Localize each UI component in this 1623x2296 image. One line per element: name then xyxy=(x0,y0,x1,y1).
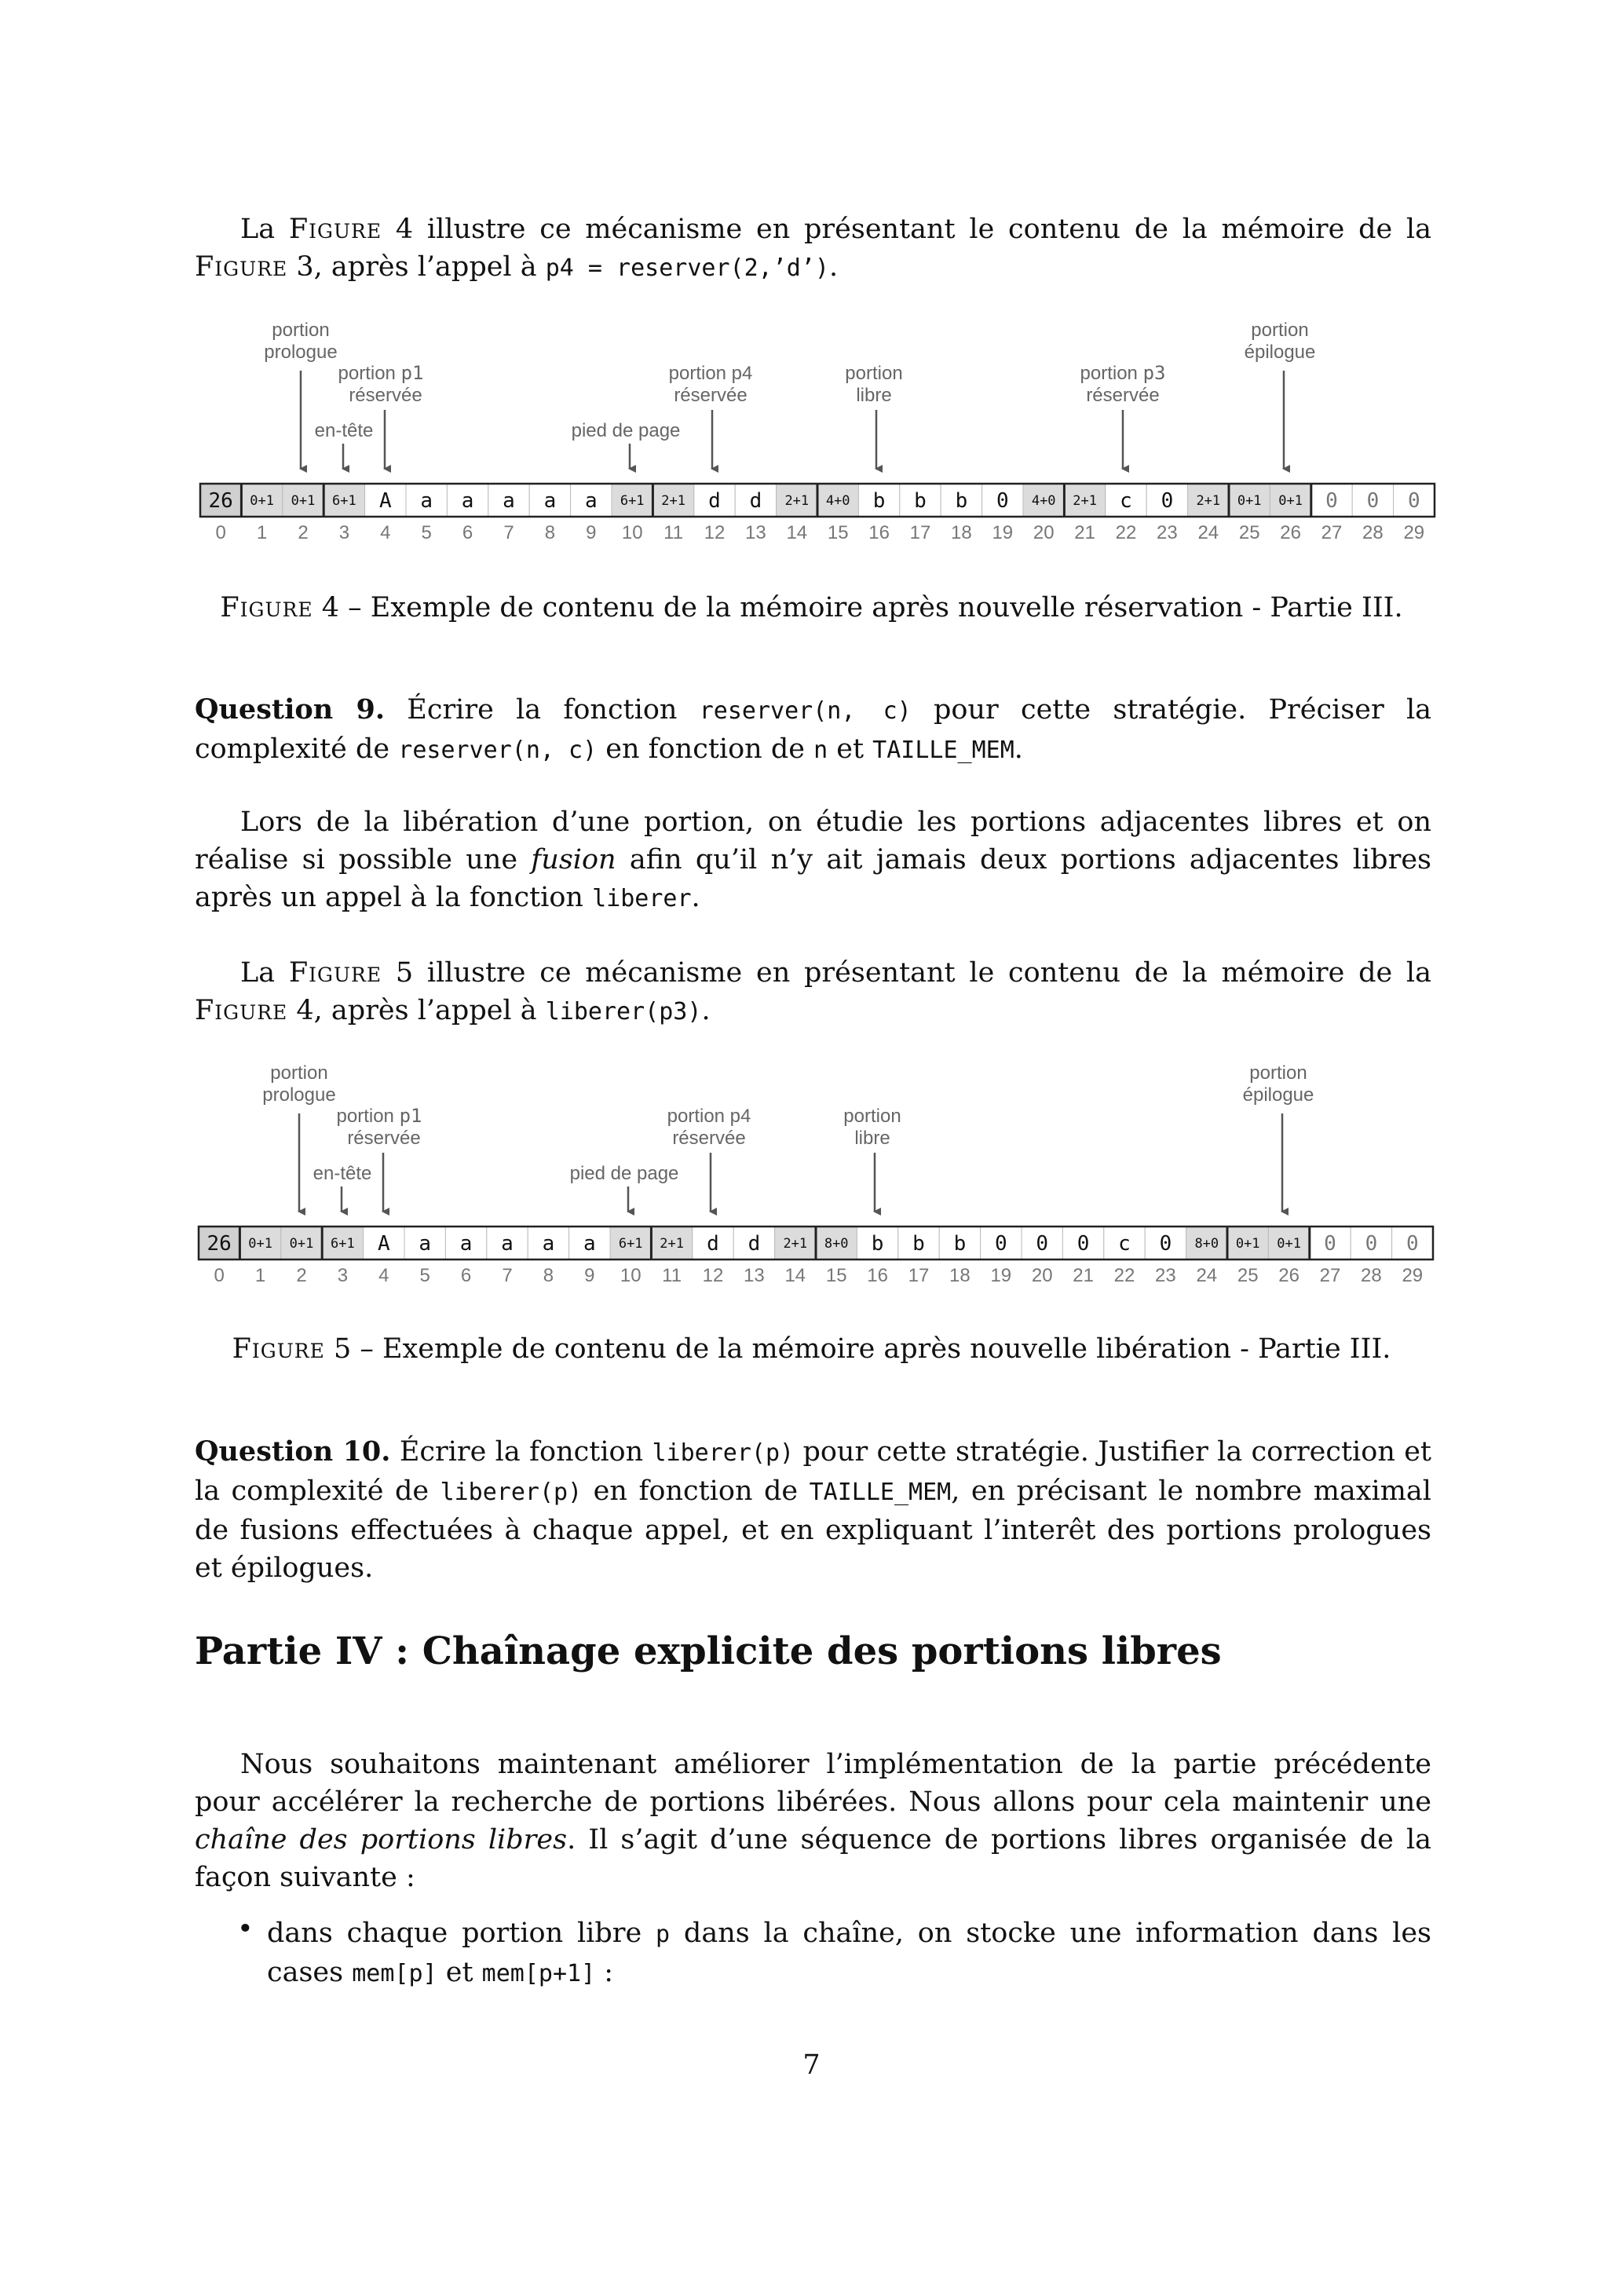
memory-index: 2 xyxy=(298,522,309,543)
svg-text:épilogue: épilogue xyxy=(1242,1084,1314,1106)
memory-index: 20 xyxy=(1033,522,1055,543)
figure-5-memory-diagram xyxy=(0,1054,1623,1305)
label-entete: en-tête xyxy=(314,420,374,441)
svg-text:épilogue: épilogue xyxy=(1244,342,1316,363)
memory-index: 0 xyxy=(214,1265,225,1286)
memory-index: 23 xyxy=(1157,522,1178,543)
memory-index: 11 xyxy=(662,1265,682,1286)
memory-index: 19 xyxy=(992,522,1014,543)
memory-cell-value: 0 xyxy=(1365,1232,1378,1256)
memory-index: 26 xyxy=(1278,1265,1299,1286)
memory-index: 29 xyxy=(1403,522,1425,543)
memory-cell-value: a xyxy=(543,489,557,513)
memory-index: 4 xyxy=(378,1265,389,1286)
memory-cell-value: 0 xyxy=(1036,1232,1049,1256)
memory-index: 26 xyxy=(1280,522,1301,543)
memory-index: 21 xyxy=(1074,522,1095,543)
figure-5-caption: Figure 5 – Exemple de contenu de la mémoire après nouvelle libération - Partie III. xyxy=(232,1333,1391,1365)
label-p4: portion p4 xyxy=(667,1106,751,1127)
code-snippet: p4 = reserver(2,’d’) xyxy=(545,254,829,282)
memory-cell-value: 6+1 xyxy=(332,493,356,509)
svg-text:prologue: prologue xyxy=(262,1084,336,1106)
memory-cell-value: b xyxy=(914,489,927,513)
memory-cell-value: 0+1 xyxy=(250,493,274,509)
memory-index: 16 xyxy=(867,1265,888,1286)
svg-text:prologue: prologue xyxy=(264,342,338,363)
memory-cell-value: a xyxy=(459,1232,473,1256)
memory-cell-value: 6+1 xyxy=(618,1236,643,1252)
memory-cell-value: d xyxy=(748,1232,761,1256)
memory-index: 27 xyxy=(1319,1265,1341,1286)
page-number: 7 xyxy=(802,2049,821,2081)
memory-cell-value: a xyxy=(542,1232,555,1256)
label-libre: portion xyxy=(845,363,903,384)
svg-text:réservée: réservée xyxy=(674,385,748,406)
memory-cell-value: 0+1 xyxy=(289,1236,314,1252)
memory-cell-value: 4+0 xyxy=(1031,493,1056,509)
memory-cell-value: 26 xyxy=(207,1232,232,1256)
memory-index: 25 xyxy=(1237,1265,1259,1286)
memory-index: 25 xyxy=(1238,522,1260,543)
memory-cell-value: 0 xyxy=(1324,1232,1336,1256)
memory-cell-value: b xyxy=(912,1232,925,1256)
memory-index: 15 xyxy=(827,522,849,543)
memory-cell-value: 2+1 xyxy=(661,493,685,509)
memory-cell-value: A xyxy=(378,489,392,513)
memory-cell-value: 0+1 xyxy=(1277,1236,1301,1252)
label-epilogue: portion xyxy=(1251,320,1309,341)
label-p3: portion p3 xyxy=(1080,362,1166,384)
memory-cell-value: 8+0 xyxy=(1194,1236,1219,1252)
memory-cell-value: 0+1 xyxy=(291,493,316,509)
label-p1: portion p1 xyxy=(336,1105,422,1127)
memory-index: 28 xyxy=(1362,522,1384,543)
label-libre: portion xyxy=(843,1106,901,1127)
memory-index: 15 xyxy=(825,1265,847,1286)
memory-index: 14 xyxy=(786,522,808,543)
memory-index: 6 xyxy=(462,522,473,543)
memory-index: 22 xyxy=(1113,1265,1135,1286)
memory-index: 3 xyxy=(337,1265,349,1286)
label-prologue: portion xyxy=(272,320,330,341)
memory-index: 19 xyxy=(990,1265,1012,1286)
memory-index: 23 xyxy=(1155,1265,1176,1286)
memory-index: 7 xyxy=(502,1265,513,1286)
memory-cell-value: b xyxy=(872,489,886,513)
memory-index: 27 xyxy=(1321,522,1343,543)
memory-index: 17 xyxy=(908,1265,930,1286)
svg-text:libre: libre xyxy=(856,385,892,406)
memory-cell-value: b xyxy=(871,1232,884,1256)
memory-index: 9 xyxy=(586,522,597,543)
memory-index: 1 xyxy=(254,1265,266,1286)
memory-cell-value: 2+1 xyxy=(660,1236,684,1252)
memory-index: 4 xyxy=(380,522,391,543)
figure-ref: Figure xyxy=(288,214,382,245)
label-pied: pied de page xyxy=(571,420,681,441)
svg-text:réservée: réservée xyxy=(672,1128,746,1149)
memory-cell-value: 2+1 xyxy=(784,493,810,509)
memory-index: 12 xyxy=(704,522,726,543)
memory-cell-value: 26 xyxy=(208,489,233,513)
memory-cell-value: a xyxy=(420,489,433,513)
label-p4: portion p4 xyxy=(668,363,753,384)
memory-index: 10 xyxy=(621,522,643,543)
label-prologue: portion xyxy=(270,1062,328,1084)
memory-index: 6 xyxy=(460,1265,472,1286)
memory-cell-value: 0 xyxy=(1407,489,1420,513)
memory-cell-value: 4+0 xyxy=(825,493,850,509)
memory-index: 11 xyxy=(663,522,684,543)
memory-cell-value: 0 xyxy=(996,489,1009,513)
memory-index: 24 xyxy=(1197,522,1219,543)
memory-cell-value: 0 xyxy=(1161,489,1174,513)
memory-index: 13 xyxy=(745,522,766,543)
label-epilogue: portion xyxy=(1249,1062,1307,1084)
memory-index: 16 xyxy=(868,522,890,543)
figure-4-memory-diagram xyxy=(0,310,1623,561)
memory-index: 7 xyxy=(503,522,514,543)
memory-cell-value: 0 xyxy=(1077,1232,1090,1256)
section-heading: Partie IV : Chaînage explicite des portions libres xyxy=(195,1629,1222,1673)
memory-index: 29 xyxy=(1402,1265,1424,1286)
svg-text:réservée: réservée xyxy=(349,385,422,406)
memory-index: 8 xyxy=(543,1265,554,1286)
chain-intro-paragraph: Nous souhaitons maintenant améliorer l’implémentation de la partie précédente pour accélérer la recherche de portions libérées. Nous allons pour cela maintenir une chaîne des portions libres. Il s’agit d’une séquence de portions libres organisée de la façon suivante : xyxy=(195,1749,1432,1893)
svg-text:réservée: réservée xyxy=(1086,385,1160,406)
memory-cell-value: a xyxy=(419,1232,432,1256)
memory-index: 12 xyxy=(702,1265,724,1286)
memory-index: 10 xyxy=(620,1265,642,1286)
memory-cell-value: 0+1 xyxy=(1235,1236,1260,1252)
question-10: Question 10. Écrire la fonction liberer(p) pour cette stratégie. Justifier la correction et la complexité de liberer(p) en fonction de TAILLE_MEM, en précisant le nombre maximal de fusions effectuées à chaque appel, et en expliquant l’interêt des portions prologues et épilogues. xyxy=(195,1435,1431,1584)
memory-index: 17 xyxy=(909,522,931,543)
memory-index: 24 xyxy=(1196,1265,1218,1286)
memory-cell-value: d xyxy=(708,489,721,513)
memory-cell-value: 0+1 xyxy=(1278,493,1303,509)
memory-index: 9 xyxy=(584,1265,595,1286)
intro-figure4-paragraph: La Figure 4 illustre ce mécanisme en présentant le contenu de la mémoire de la Figure 3, après l’appel à p4 = reserver(2,’d’). xyxy=(195,214,1431,283)
memory-index: 14 xyxy=(784,1265,806,1286)
memory-cell-value: 8+0 xyxy=(824,1236,849,1252)
memory-cell-value: 6+1 xyxy=(331,1236,355,1252)
label-pied: pied de page xyxy=(569,1163,679,1184)
memory-index: 5 xyxy=(419,1265,430,1286)
memory-cell-value: 2+1 xyxy=(783,1236,808,1252)
memory-cell-value: 0+1 xyxy=(1237,493,1262,509)
figure-4-caption: Figure 4 – Exemple de contenu de la mémoire après nouvelle réservation - Partie III. xyxy=(220,592,1403,623)
question-10-label: Question 10. xyxy=(195,1435,391,1468)
memory-cell-value: b xyxy=(953,1232,967,1256)
bullet-item: dans chaque portion libre p dans la chaîne, on stocke une information dans les cases mem[p] et mem[p+1] : xyxy=(267,1918,1431,1988)
memory-cell-value: a xyxy=(503,489,515,513)
memory-cell-value: A xyxy=(377,1232,390,1256)
question-9-label: Question 9. xyxy=(195,693,386,726)
figure-ref: Figure xyxy=(195,251,288,283)
memory-cell-value: a xyxy=(461,489,474,513)
memory-cell-value: a xyxy=(583,1232,596,1256)
memory-cell-value: 0 xyxy=(1366,489,1380,513)
memory-cell-value: a xyxy=(584,489,598,513)
fusion-paragraph: Lors de la libération d’une portion, on étudie les portions adjacentes libres et on réalise si possible une fusion afin qu’il n’y ait jamais deux portions adjacentes libres après un appel à la fonction liberer. xyxy=(195,806,1431,913)
memory-cell-value: c xyxy=(1120,489,1132,513)
memory-index: 1 xyxy=(256,522,268,543)
memory-index: 0 xyxy=(215,522,226,543)
memory-index: 21 xyxy=(1073,1265,1094,1286)
memory-index: 22 xyxy=(1115,522,1137,543)
memory-cell-value: d xyxy=(749,489,762,513)
memory-cell-value: 0 xyxy=(1406,1232,1419,1256)
memory-cell-value: b xyxy=(955,489,968,513)
memory-cell-value: 2+1 xyxy=(1073,493,1097,509)
memory-index: 18 xyxy=(949,1265,971,1286)
memory-cell-value: 0 xyxy=(1159,1232,1172,1256)
svg-text:libre: libre xyxy=(854,1128,890,1149)
svg-text:réservée: réservée xyxy=(347,1128,421,1149)
memory-index: 18 xyxy=(951,522,972,543)
memory-index: 5 xyxy=(421,522,432,543)
memory-index: 8 xyxy=(544,522,556,543)
label-p1: portion p1 xyxy=(338,362,424,384)
intro-figure5-paragraph: La Figure 5 illustre ce mécanisme en présentant le contenu de la mémoire de la Figure 4, après l’appel à liberer(p3). xyxy=(195,957,1431,1026)
memory-cell-value: 6+1 xyxy=(620,493,645,509)
memory-cell-value: d xyxy=(707,1232,719,1256)
memory-cell-value: 2+1 xyxy=(1196,493,1221,509)
memory-index: 13 xyxy=(744,1265,765,1286)
bullet-marker: • xyxy=(237,1914,254,1945)
label-entete: en-tête xyxy=(313,1163,372,1184)
memory-cell-value: 0 xyxy=(1325,489,1338,513)
memory-index: 3 xyxy=(338,522,350,543)
memory-cell-value: 0+1 xyxy=(248,1236,272,1252)
question-9: Question 9. Écrire la fonction reserver(n, c) pour cette stratégie. Préciser la complexité de reserver(n, c) en fonction de n et TAILLE_MEM. xyxy=(195,693,1431,765)
memory-index: 20 xyxy=(1031,1265,1053,1286)
memory-index: 28 xyxy=(1361,1265,1382,1286)
memory-cell-value: c xyxy=(1118,1232,1131,1256)
memory-cell-value: 0 xyxy=(994,1232,1007,1256)
memory-index: 2 xyxy=(296,1265,307,1286)
memory-cell-value: a xyxy=(501,1232,514,1256)
